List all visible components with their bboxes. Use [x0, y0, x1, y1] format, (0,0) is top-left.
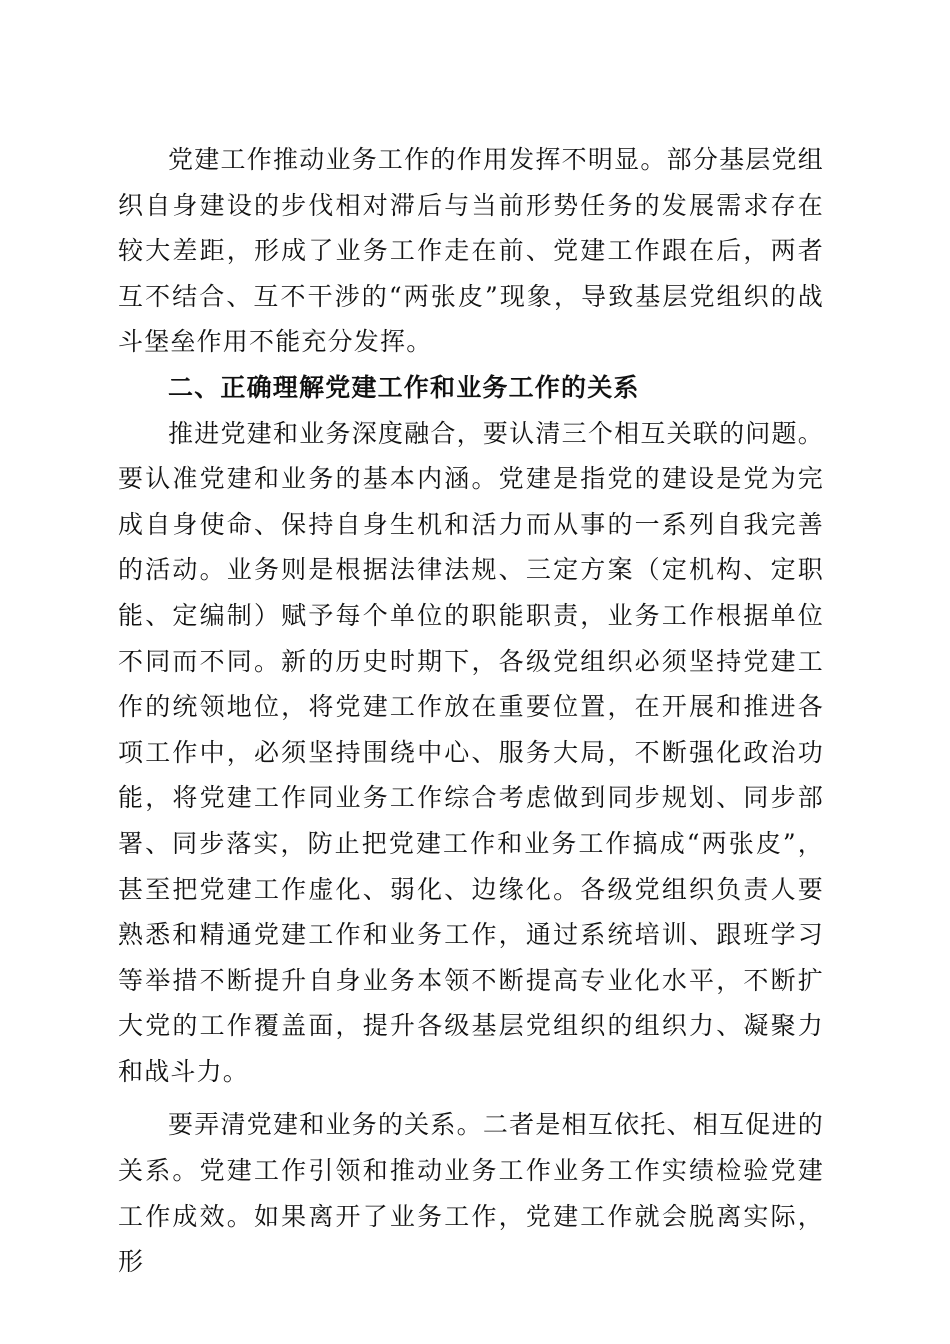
paragraph-party-building-problem: 党建工作推动业务工作的作用发挥不明显。部分基层党组织自身建设的步伐相对滞后与当前形势任务的发展需求存在较大差距，形成了业务工作走在前、党建工作跟在后，两者互不结合、互不干涉的“两张皮”现象，导致基层党组织的战斗堡垒作用不能充分发挥。	[118, 145, 824, 357]
paragraph-understand-connotation: 推进党建和业务深度融合，要认清三个相互关联的问题。要认准党建和业务的基本内涵。党建是指党的建设是党为完成自身使命、保持自身生机和活力而从事的一系列自我完善的活动。业务则是根据法律法规、三定方案（定机构、定职能、定编制）赋予每个单位的职能职责，业务工作根据单位不同而不同。新的历史时期下，各级党组织必须坚持党建工作的统领地位，将党建工作放在重要位置，在开展和推进各项工作中，必须坚持围绕中心、服务大局，不断强化政治功能，将党建工作同业务工作综合考虑做到同步规划、同步部署、同步落实，防止把党建工作和业务工作搞成“两张皮”，甚至把党建工作虚化、弱化、边缘化。各级党组织负责人要熟悉和精通党建工作和业务工作，通过系统培训、跟班学习等举措不断提升自身业务本领不断提高专业化水平，不断扩大党的工作覆盖面，提升各级基层党组织的组织力、凝聚力和战斗力。	[118, 418, 824, 1086]
paragraph-relationship: 要弄清党建和业务的关系。二者是相互依托、相互促进的关系。党建工作引领和推动业务工作业务工作实绩检验党建工作成效。如果离开了业务工作，党建工作就会脱离实际，形	[118, 1110, 824, 1277]
section-heading-two: 二、正确理解党建工作和业务工作的关系	[168, 372, 640, 402]
document-page	[118, 137, 824, 1285]
